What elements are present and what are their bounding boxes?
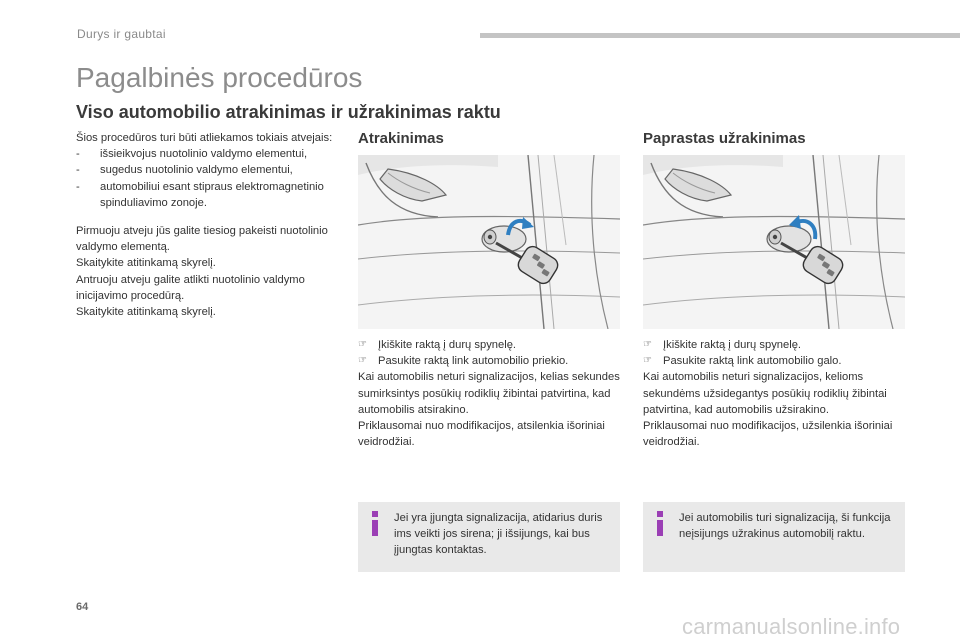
info-icon	[655, 511, 665, 536]
list-item: ☞ Įkiškite raktą į durų spynelę.	[643, 337, 905, 353]
unlock-illustration	[358, 155, 620, 329]
header-bar	[480, 33, 960, 38]
unlock-steps	[358, 337, 620, 369]
unlock-title: Atrakinimas	[358, 130, 444, 147]
intro-lead: Šios procedūros turi būti atliekamos tokiais atvejais:	[76, 132, 333, 144]
lock-body-line: Priklausomai nuo modifikacijos, užsilenkia išoriniai veidrodžiai.	[643, 420, 893, 449]
unlock-info-note	[358, 502, 620, 572]
lock-body-line: Kai automobilis neturi signalizacijos, kelioms sekundėms užsidegantys posūkių rodiklių žibintai patvirtina, kad automobilis užsirakino.	[643, 371, 887, 416]
unlock-body-line: Priklausomai nuo modifikacijos, atsilenkia išoriniai veidrodžiai.	[358, 420, 605, 449]
page-number: 64	[76, 601, 89, 613]
chapter-title: Durys ir gaubtai	[77, 27, 166, 41]
unlock-note-text: Jei yra įjungta signalizacija, atidarius duris ims veikti jos sirena; ji išsijungs, kai bus įjungtas kontaktas.	[394, 512, 603, 557]
list-item: - sugedus nuotolinio valdymo elementui,	[76, 162, 338, 178]
list-item: - automobiliui esant stipraus elektromagnetinio spinduliavimo zonoje.	[76, 179, 338, 211]
intro-case-list	[76, 146, 338, 211]
lock-info-note	[643, 502, 905, 572]
info-icon	[370, 511, 380, 536]
unlock-instructions	[358, 337, 620, 450]
car-door-key-lock-illustration	[643, 155, 905, 329]
intro-block	[76, 130, 338, 320]
list-item: ☞ Pasukite raktą link automobilio galo.	[643, 353, 905, 369]
list-item: ☞ Įkiškite raktą į durų spynelę.	[358, 337, 620, 353]
lock-note-text: Jei automobilis turi signalizaciją, ši funkcija neįsijungs užrakinus automobilį raktu.	[679, 512, 891, 541]
intro-paragraph-line: Antruoju atveju galite atlikti nuotolinio valdymo inicijavimo procedūrą.	[76, 273, 305, 302]
lock-title: Paprastas užrakinimas	[643, 130, 806, 147]
lock-steps	[643, 337, 905, 369]
lock-illustration	[643, 155, 905, 329]
section-title: Viso automobilio atrakinimas ir užrakinimas raktu	[76, 102, 501, 122]
page-title: Pagalbinės procedūros	[76, 62, 363, 93]
lock-instructions	[643, 337, 905, 450]
watermark: carmanualsonline.info	[682, 614, 901, 639]
intro-paragraph-line: Pirmuoju atveju jūs galite tiesiog pakeisti nuotolinio valdymo elementą.	[76, 225, 328, 254]
intro-paragraph-line: Skaitykite atitinkamą skyrelį.	[76, 306, 216, 319]
car-door-key-unlock-illustration	[358, 155, 620, 329]
unlock-body-line: Kai automobilis neturi signalizacijos, kelias sekundes sumirksintys posūkių rodiklių žibintai patvirtina, kad automobilis atsirakino.	[358, 371, 620, 416]
list-item: - išsieikvojus nuotolinio valdymo elementui,	[76, 146, 338, 162]
list-item: ☞ Pasukite raktą link automobilio priekio.	[358, 353, 620, 369]
intro-paragraph-line: Skaitykite atitinkamą skyrelį.	[76, 257, 216, 270]
